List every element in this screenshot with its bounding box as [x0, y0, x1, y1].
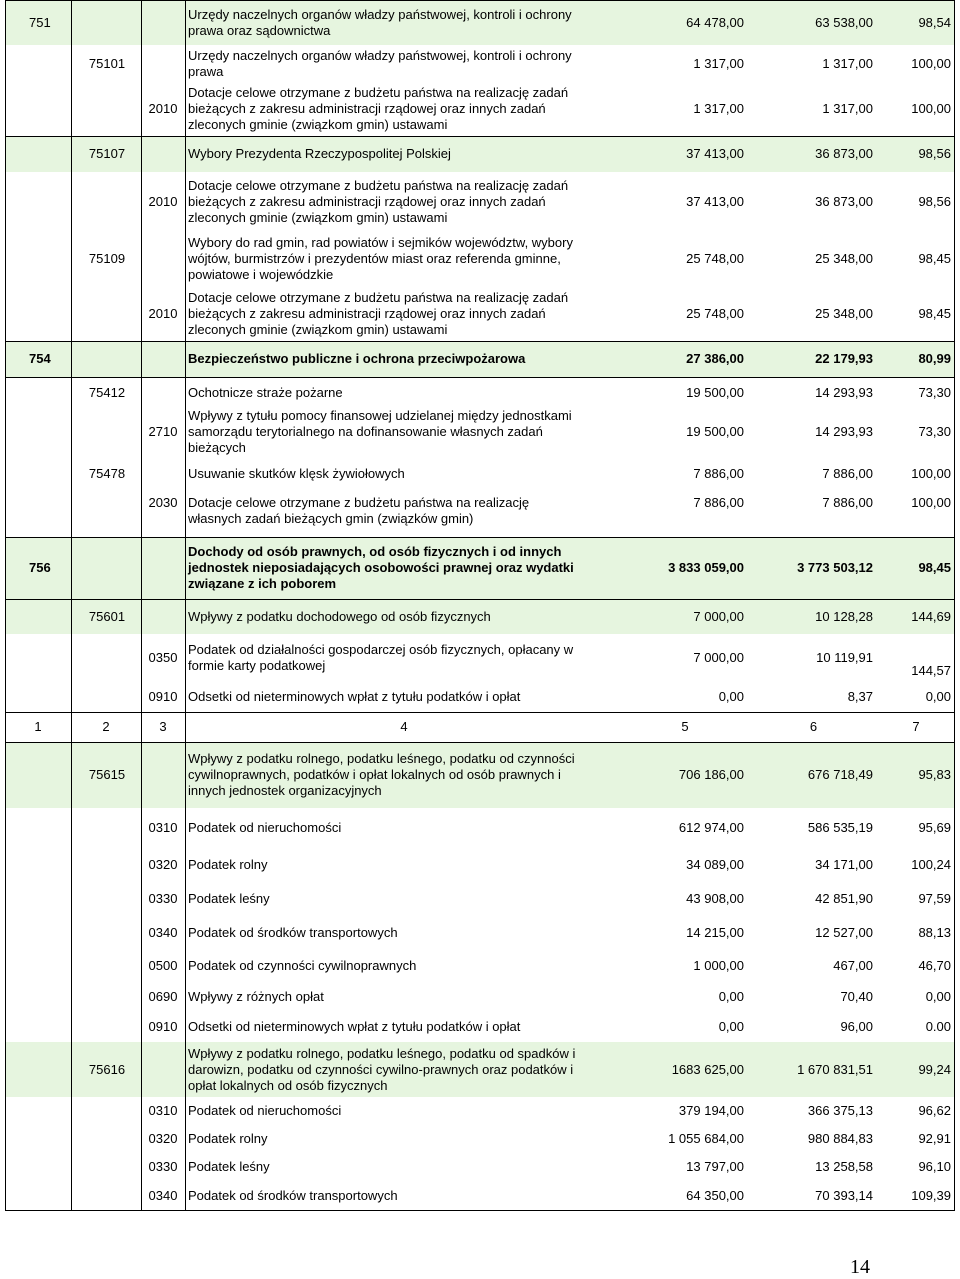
paragraf-cell: 0320	[148, 857, 178, 872]
paragraf-cell	[141, 742, 185, 808]
opis-cell	[188, 408, 620, 456]
opis-line: prawa oraz sądownictwa	[188, 22, 331, 38]
wykonanie-cell: 36 873,00	[815, 146, 873, 161]
budget-table	[5, 0, 955, 1211]
table-row	[5, 916, 955, 950]
wykonanie-cell: 13 258,58	[815, 1159, 873, 1174]
wykonanie-cell: 1 670 831,51	[797, 1061, 873, 1077]
opis-line: Dotacje celowe otrzymane z budżetu państwa na realizację zadań	[188, 85, 569, 100]
paragraf-cell	[141, 0, 185, 45]
opis-line: Odsetki od nieterminowych wpłat z tytułu podatków i opłat	[188, 1019, 521, 1034]
dzial-cell	[5, 599, 71, 634]
wykonanie-cell: 70 393,14	[815, 1188, 873, 1203]
opis-line: prawa	[188, 63, 224, 79]
opis-line: formie karty podatkowej	[188, 657, 326, 673]
wykonanie-cell: 25 348,00	[815, 305, 873, 321]
plan-cell: 19 500,00	[686, 424, 744, 439]
table-row	[5, 0, 955, 45]
rozdzial-cell	[71, 681, 141, 712]
opis-line: Urzędy naczelnych organów władzy państwowej, kontroli i ochrony	[188, 6, 572, 22]
dzial-cell	[5, 1153, 71, 1181]
wykonanie-cell: 6	[809, 719, 818, 734]
dzial-cell	[5, 916, 71, 950]
dzial-cell	[5, 1012, 71, 1042]
procent-cell: 97,59	[918, 891, 951, 906]
opis-line: Podatek od środków transportowych	[188, 925, 398, 940]
paragraf-cell: 0330	[148, 1159, 178, 1174]
table-row	[5, 136, 955, 172]
procent-cell: 88,13	[918, 925, 951, 940]
opis-line: Bezpieczeństwo publiczne i ochrona przeciwpożarowa	[188, 351, 526, 366]
opis-line: Podatek leśny	[188, 891, 270, 906]
procent-cell: 95,83	[918, 767, 951, 782]
rozdzial-cell	[71, 1125, 141, 1153]
opis-cell	[188, 882, 620, 916]
table-row	[5, 1097, 955, 1125]
plan-cell: 706 186,00	[678, 767, 744, 782]
procent-cell: 96,62	[918, 1103, 951, 1118]
wykonanie-cell: 1 317,00	[822, 101, 873, 116]
plan-cell: 1683 625,00	[671, 1061, 744, 1077]
wykonanie-cell: 96,00	[840, 1019, 873, 1034]
opis-line: Wpływy z podatku rolnego, podatku leśnego, podatku od spadków i	[188, 1045, 576, 1061]
wykonanie-cell: 7 886,00	[822, 466, 873, 481]
opis-line: własnych zadań bieżących gmin (związków gmin)	[188, 511, 474, 526]
procent-cell: 73,30	[918, 384, 951, 400]
procent-cell: 7	[912, 719, 920, 734]
opis-cell	[188, 681, 620, 712]
rozdzial-cell	[71, 916, 141, 950]
procent-cell: 100,00	[911, 55, 951, 71]
procent-cell: 98,54	[918, 14, 951, 30]
paragraf-cell: 0320	[148, 1131, 178, 1146]
paragraf-cell	[141, 136, 185, 172]
procent-cell: 98,45	[918, 251, 951, 266]
plan-cell: 1 055 684,00	[668, 1131, 744, 1146]
table-row	[5, 82, 955, 136]
dzial-cell	[5, 1042, 71, 1097]
dzial-cell	[5, 681, 71, 712]
opis-line: Urzędy naczelnych organów władzy państwowej, kontroli i ochrony	[188, 47, 572, 63]
procent-cell: 0,00	[925, 688, 951, 704]
wykonanie-cell: 34 171,00	[815, 857, 873, 872]
table-row	[5, 456, 955, 492]
rozdzial-cell: 75616	[88, 1061, 126, 1077]
wykonanie-cell: 70,40	[840, 989, 873, 1004]
wykonanie-cell: 14 293,93	[815, 424, 873, 439]
dzial-cell	[5, 950, 71, 982]
opis-line: związane z ich poborem	[188, 576, 337, 591]
rozdzial-cell	[71, 882, 141, 916]
column-number-row	[5, 712, 955, 742]
wykonanie-cell: 36 873,00	[815, 194, 873, 209]
dzial-cell	[5, 634, 71, 681]
rozdzial-cell	[71, 0, 141, 45]
opis-cell	[188, 492, 620, 537]
paragraf-cell: 0910	[148, 1019, 178, 1034]
procent-cell: 144,69	[911, 608, 951, 624]
table-row	[5, 1181, 955, 1211]
rozdzial-cell: 75109	[88, 251, 126, 266]
procent-cell: 100,00	[911, 466, 951, 481]
table-row	[5, 286, 955, 341]
plan-cell: 64 350,00	[686, 1188, 744, 1203]
paragraf-cell: 0310	[148, 1103, 178, 1118]
dzial-cell	[5, 1097, 71, 1125]
paragraf-cell	[141, 537, 185, 599]
opis-line: Dochody od osób prawnych, od osób fizycznych i od innych	[188, 544, 562, 559]
procent-cell: 73,30	[918, 424, 951, 439]
rozdzial-cell	[71, 172, 141, 232]
plan-cell: 37 413,00	[686, 194, 744, 209]
opis-line: Ochotnicze straże pożarne	[188, 384, 343, 400]
table-row	[5, 742, 955, 808]
opis-line: darowizn, podatku od czynności cywilno-prawnych oraz podatków i	[188, 1061, 574, 1077]
plan-cell: 0,00	[718, 1019, 744, 1034]
opis-cell	[188, 1012, 620, 1042]
paragraf-cell: 3	[159, 719, 167, 734]
opis-line: zleconych gminie (związkom gmin) ustawami	[188, 321, 448, 337]
wykonanie-cell: 1 317,00	[822, 55, 873, 71]
opis-line: Podatek leśny	[188, 1159, 270, 1174]
rozdzial-cell	[71, 848, 141, 882]
opis-line: Odsetki od nieterminowych wpłat z tytułu podatków i opłat	[188, 688, 521, 704]
plan-cell: 5	[681, 719, 689, 734]
dzial-cell: 1	[34, 719, 42, 734]
rozdzial-cell: 75101	[88, 55, 126, 71]
opis-line: Podatek rolny	[188, 857, 268, 872]
plan-cell: 379 194,00	[678, 1103, 744, 1118]
opis-cell	[188, 232, 620, 286]
wykonanie-cell: 25 348,00	[815, 251, 873, 266]
plan-cell: 34 089,00	[686, 857, 744, 872]
procent-cell: 99,24	[918, 1061, 951, 1077]
opis-line: Usuwanie skutków klęsk żywiołowych	[188, 466, 405, 481]
opis-line: samorządu terytorialnego na dofinansowanie własnych zadań	[188, 424, 543, 439]
rozdzial-cell: 75601	[88, 608, 126, 624]
procent-cell: 98,56	[918, 194, 951, 209]
opis-cell	[188, 341, 620, 377]
table-row	[5, 599, 955, 634]
rozdzial-cell: 75478	[88, 466, 126, 481]
dzial-cell	[5, 882, 71, 916]
opis-line: zleconych gminie (związkom gmin) ustawami	[188, 210, 448, 225]
procent-cell: 46,70	[918, 958, 951, 973]
dzial-cell	[5, 172, 71, 232]
procent-cell: 144,57	[911, 663, 951, 678]
paragraf-cell: 0500	[148, 958, 178, 973]
opis-cell	[188, 45, 620, 82]
rozdzial-cell: 75107	[88, 146, 126, 161]
opis-cell	[188, 0, 620, 45]
opis-line: Wybory do rad gmin, rad powiatów i sejmików województw, wybory	[188, 235, 573, 250]
opis-line: Podatek od czynności cywilnoprawnych	[188, 958, 417, 973]
plan-cell: 37 413,00	[686, 146, 744, 161]
wykonanie-cell: 3 773 503,12	[797, 560, 873, 575]
opis-line: opłat lokalnych od osób fizycznych	[188, 1077, 388, 1093]
procent-cell: 92,91	[918, 1131, 951, 1146]
opis-line: Wpływy z podatku dochodowego od osób fizycznych	[188, 608, 491, 624]
opis-cell	[188, 1042, 620, 1097]
wykonanie-cell: 7 886,00	[822, 495, 873, 510]
procent-cell: 95,69	[918, 820, 951, 835]
rozdzial-cell: 2	[102, 719, 110, 734]
paragraf-cell	[141, 45, 185, 82]
table-row	[5, 377, 955, 408]
wykonanie-cell: 63 538,00	[815, 14, 873, 30]
opis-line: wójtów, burmistrzów i prezydentów miast oraz referenda gminne,	[188, 251, 561, 266]
opis-cell	[188, 950, 620, 982]
rozdzial-cell	[71, 982, 141, 1012]
table-row	[5, 492, 955, 537]
dzial-cell	[5, 742, 71, 808]
wykonanie-cell: 10 128,28	[815, 608, 873, 624]
opis-cell	[188, 82, 620, 136]
procent-cell: 98,45	[918, 305, 951, 321]
opis-cell	[188, 1181, 620, 1211]
dzial-cell	[5, 848, 71, 882]
wykonanie-cell: 14 293,93	[815, 384, 873, 400]
table-row	[5, 232, 955, 286]
opis-line: bieżących z zakresu administracji rządowej oraz innych zadań	[188, 101, 546, 116]
table-row	[5, 45, 955, 82]
opis-line: Dotacje celowe otrzymane z budżetu państwa na realizację	[188, 495, 530, 510]
rozdzial-cell	[71, 634, 141, 681]
dzial-cell	[5, 456, 71, 492]
opis-cell	[188, 1125, 620, 1153]
table-row	[5, 172, 955, 232]
opis-cell	[188, 848, 620, 882]
wykonanie-cell: 42 851,90	[815, 891, 873, 906]
rozdzial-cell	[71, 537, 141, 599]
procent-cell: 100,00	[911, 101, 951, 116]
paragraf-cell: 0350	[148, 649, 178, 665]
rozdzial-cell	[71, 950, 141, 982]
opis-cell	[188, 377, 620, 408]
opis-line: Podatek od środków transportowych	[188, 1188, 398, 1203]
paragraf-cell: 0310	[148, 820, 178, 835]
opis-cell	[188, 742, 620, 808]
plan-cell: 7 000,00	[693, 649, 744, 665]
paragraf-cell: 2030	[148, 495, 178, 510]
table-row	[5, 537, 955, 599]
dzial-cell: 756	[29, 560, 51, 575]
paragraf-cell: 0330	[148, 891, 178, 906]
paragraf-cell	[141, 232, 185, 286]
table-row	[5, 634, 955, 681]
opis-cell	[188, 286, 620, 341]
dzial-cell	[5, 286, 71, 341]
dzial-cell	[5, 82, 71, 136]
opis-line: Wybory Prezydenta Rzeczypospolitej Polskiej	[188, 146, 451, 161]
rozdzial-cell	[71, 1012, 141, 1042]
paragraf-cell	[141, 1042, 185, 1097]
opis-line: jednostek nieposiadających osobowości prawnej oraz wydatki	[188, 560, 574, 575]
opis-line: Wpływy z podatku rolnego, podatku leśnego, podatku od czynności	[188, 751, 575, 766]
table-row	[5, 982, 955, 1012]
opis-line: 4	[400, 719, 408, 734]
opis-cell	[188, 916, 620, 950]
rozdzial-cell	[71, 408, 141, 456]
rozdzial-cell: 75412	[88, 384, 126, 400]
table-row	[5, 1012, 955, 1042]
rozdzial-cell	[71, 341, 141, 377]
paragraf-cell: 0690	[148, 989, 178, 1004]
rozdzial-cell	[71, 286, 141, 341]
page-number: 14	[850, 1256, 870, 1278]
procent-cell: 98,56	[918, 146, 951, 161]
opis-cell	[188, 634, 620, 681]
plan-cell: 43 908,00	[686, 891, 744, 906]
paragraf-cell: 0910	[148, 688, 178, 704]
opis-cell	[188, 982, 620, 1012]
procent-cell: 98,45	[918, 560, 951, 575]
opis-cell	[188, 537, 620, 599]
wykonanie-cell: 676 718,49	[807, 767, 873, 782]
plan-cell: 0,00	[718, 688, 744, 704]
procent-cell: 96,10	[918, 1159, 951, 1174]
plan-cell: 25 748,00	[686, 305, 744, 321]
dzial-cell	[5, 232, 71, 286]
plan-cell: 612 974,00	[678, 820, 744, 835]
dzial-cell	[5, 492, 71, 537]
procent-cell: 0,00	[925, 989, 951, 1004]
opis-line: cywilnoprawnych, podatków i opłat lokalnych od osób prawnych i	[188, 767, 561, 782]
opis-line: bieżących	[188, 440, 246, 455]
opis-line: Podatek rolny	[188, 1131, 268, 1146]
plan-cell: 64 478,00	[686, 14, 744, 30]
plan-cell: 7 886,00	[693, 495, 744, 510]
dzial-cell	[5, 408, 71, 456]
opis-cell	[188, 712, 620, 742]
plan-cell: 14 215,00	[686, 925, 744, 940]
dzial-cell	[5, 982, 71, 1012]
table-row	[5, 848, 955, 882]
procent-cell: 109,39	[911, 1188, 951, 1203]
rozdzial-cell	[71, 82, 141, 136]
procent-cell: 0.00	[925, 1019, 951, 1034]
opis-cell	[188, 172, 620, 232]
opis-cell	[188, 808, 620, 848]
rozdzial-cell	[71, 492, 141, 537]
plan-cell: 27 386,00	[686, 351, 744, 366]
opis-cell	[188, 1097, 620, 1125]
wykonanie-cell: 12 527,00	[815, 925, 873, 940]
opis-line: Podatek od nieruchomości	[188, 820, 342, 835]
plan-cell: 3 833 059,00	[668, 560, 744, 575]
wykonanie-cell: 467,00	[833, 958, 873, 973]
plan-cell: 7 000,00	[693, 608, 744, 624]
table-row	[5, 882, 955, 916]
plan-cell: 19 500,00	[686, 384, 744, 400]
wykonanie-cell: 980 884,83	[807, 1131, 873, 1146]
dzial-cell	[5, 377, 71, 408]
dzial-cell	[5, 1125, 71, 1153]
paragraf-cell	[141, 599, 185, 634]
opis-line: Wpływy z różnych opłat	[188, 989, 324, 1004]
paragraf-cell: 2710	[148, 424, 178, 439]
opis-line: bieżących z zakresu administracji rządowej oraz innych zadań	[188, 305, 546, 321]
opis-line: Podatek od nieruchomości	[188, 1103, 342, 1118]
opis-line: innych jednostek organizacyjnych	[188, 783, 382, 798]
wykonanie-cell: 10 119,91	[816, 649, 873, 665]
procent-cell: 80,99	[918, 351, 951, 366]
rozdzial-cell	[71, 808, 141, 848]
rozdzial-cell: 75615	[88, 767, 126, 782]
wykonanie-cell: 22 179,93	[815, 351, 873, 366]
paragraf-cell: 2010	[148, 194, 178, 209]
procent-cell: 100,24	[911, 857, 951, 872]
opis-cell	[188, 1153, 620, 1181]
paragraf-cell	[141, 377, 185, 408]
table-row	[5, 1153, 955, 1181]
opis-cell	[188, 136, 620, 172]
table-row	[5, 808, 955, 848]
paragraf-cell: 0340	[148, 925, 178, 940]
opis-cell	[188, 456, 620, 492]
dzial-cell	[5, 45, 71, 82]
paragraf-cell	[141, 456, 185, 492]
table-row	[5, 1125, 955, 1153]
table-row	[5, 1042, 955, 1097]
dzial-cell	[5, 808, 71, 848]
plan-cell: 7 886,00	[693, 466, 744, 481]
plan-cell: 13 797,00	[686, 1159, 744, 1174]
opis-line: Podatek od działalności gospodarczej osób fizycznych, opłacany w	[188, 641, 574, 657]
table-row	[5, 408, 955, 456]
table-row	[5, 341, 955, 377]
opis-line: Wpływy z tytułu pomocy finansowej udzielanej między jednostkami	[188, 408, 572, 423]
opis-line: bieżących z zakresu administracji rządowej oraz innych zadań	[188, 194, 546, 209]
wykonanie-cell: 586 535,19	[807, 820, 873, 835]
paragraf-cell: 0340	[148, 1188, 178, 1203]
table-row	[5, 681, 955, 712]
plan-cell: 25 748,00	[686, 251, 744, 266]
paragraf-cell	[141, 341, 185, 377]
wykonanie-cell: 366 375,13	[807, 1103, 873, 1118]
opis-line: Dotacje celowe otrzymane z budżetu państwa na realizację zadań	[188, 178, 569, 193]
plan-cell: 1 000,00	[693, 958, 744, 973]
wykonanie-cell: 8,37	[847, 688, 873, 704]
rozdzial-cell	[71, 1153, 141, 1181]
dzial-cell	[5, 1181, 71, 1211]
paragraf-cell: 2010	[148, 305, 178, 321]
rozdzial-cell	[71, 1181, 141, 1211]
rozdzial-cell	[71, 1097, 141, 1125]
dzial-cell	[5, 136, 71, 172]
opis-cell	[188, 599, 620, 634]
opis-line: powiatowe i wojewódzkie	[188, 267, 334, 282]
opis-line: zleconych gminie (związkom gmin) ustawami	[188, 117, 448, 132]
plan-cell: 1 317,00	[693, 55, 744, 71]
paragraf-cell: 2010	[148, 101, 178, 116]
dzial-cell: 751	[29, 14, 51, 30]
dzial-cell: 754	[29, 351, 51, 366]
table-row	[5, 950, 955, 982]
plan-cell: 1 317,00	[693, 101, 744, 116]
plan-cell: 0,00	[718, 989, 744, 1004]
opis-line: Dotacje celowe otrzymane z budżetu państwa na realizację zadań	[188, 289, 569, 305]
procent-cell: 100,00	[911, 495, 951, 510]
